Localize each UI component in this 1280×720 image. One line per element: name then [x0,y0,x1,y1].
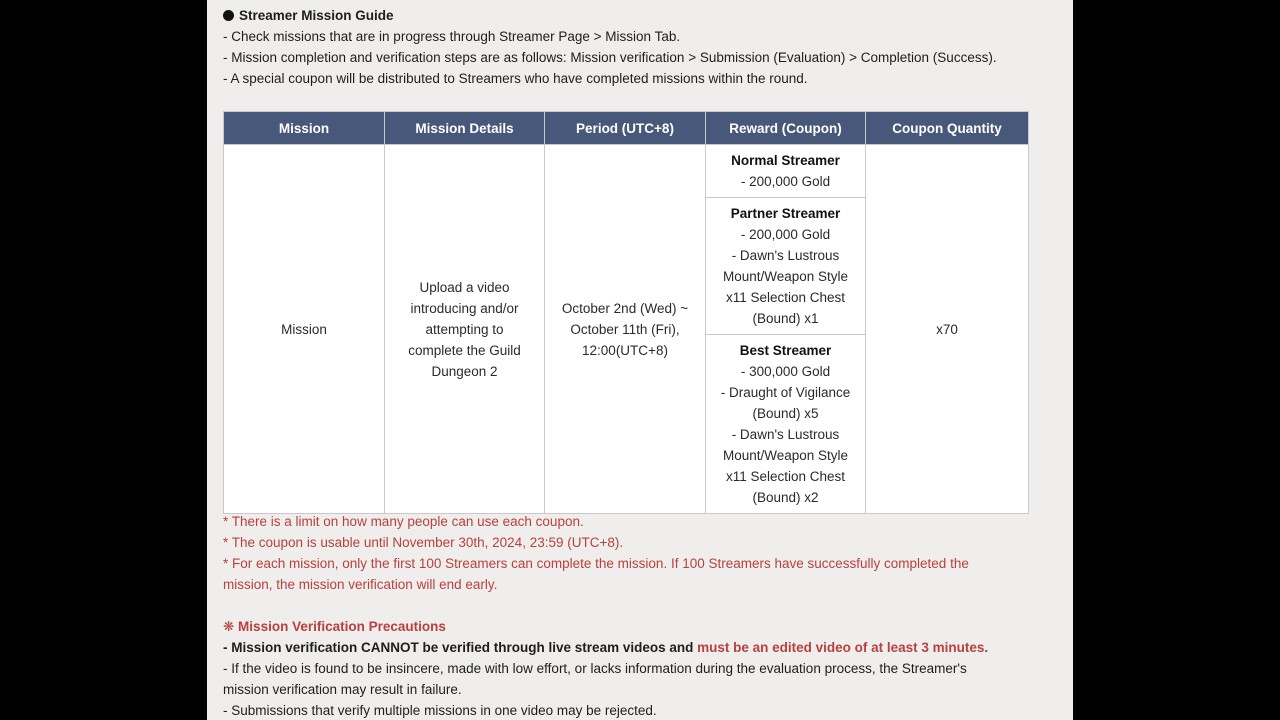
header-reward: Reward (Coupon) [706,112,866,145]
cell-reward-normal [706,145,866,198]
reward-line: - 300,000 Gold [740,364,831,379]
precaution-red-text: must be an edited video of at least 3 minutes. [697,640,989,655]
reward-line: x11 Selection Chest [725,469,846,484]
cell-mission-details [385,145,545,514]
precaution-bold-text: - Mission verification CANNOT be verified through live stream videos and [223,640,698,655]
table-header-row [224,112,1029,145]
period-line: October 2nd (Wed) ~ [561,300,689,316]
guide-title-row [223,8,394,23]
period-line: October 11th (Fri), [570,321,680,337]
reward-line: Mount/Weapon Style [722,269,849,284]
period-line: 12:00(UTC+8) [582,342,668,358]
reward-line: Mount/Weapon Style [722,448,849,463]
precaution-line: mission verification may result in failure. [223,682,462,697]
tier-name: Best Streamer [739,343,832,358]
table-row [224,145,1029,198]
guide-line: - Mission completion and verification steps are as follows: Mission verification > Submission (Evaluation) > Completion (Success). [223,50,997,65]
precaution-line [223,640,988,655]
cell-reward-partner [706,198,866,335]
precautions-title: ❋ Mission Verification Precautions [223,619,446,634]
mission-table [223,111,1029,514]
cell-coupon-quantity: x70 [866,145,1029,514]
reward-line: - Dawn's Lustrous [731,427,840,442]
coupon-note: * The coupon is usable until November 30th, 2024, 23:59 (UTC+8). [223,535,624,550]
details-line: Dungeon 2 [431,363,498,379]
coupon-note: mission, the mission verification will end early. [223,577,498,592]
header-mission-details: Mission Details [385,112,545,145]
coupon-note: * For each mission, only the first 100 Streamers can complete the mission. If 100 Streamers have successfully completed the [223,556,969,571]
bullet-icon [223,10,234,21]
reward-line: - 200,000 Gold [740,174,831,189]
tier-name: Partner Streamer [730,206,841,221]
guide-line: - A special coupon will be distributed to Streamers who have completed missions within the round. [223,71,808,86]
cell-period [545,145,706,514]
reward-line: - 200,000 Gold [740,227,831,242]
coupon-note: * There is a limit on how many people can use each coupon. [223,514,584,529]
reward-line: (Bound) x2 [752,490,819,505]
cell-reward-best [706,335,866,514]
cell-mission: Mission [224,145,385,514]
reward-line: (Bound) x5 [752,406,819,421]
details-line: attempting to [425,321,504,337]
guide-title: Streamer Mission Guide [239,8,394,23]
document-page [207,0,1073,720]
tier-name: Normal Streamer [731,153,840,168]
details-line: complete the Guild [408,342,521,358]
precaution-line: - Submissions that verify multiple missions in one video may be rejected. [223,703,657,718]
reward-line: (Bound) x1 [752,311,819,326]
reward-line: - Draught of Vigilance [720,385,851,400]
reward-line: - Dawn's Lustrous [731,248,840,263]
details-line: Upload a video [419,279,510,295]
header-coupon-quantity: Coupon Quantity [866,112,1029,145]
header-mission: Mission [224,112,385,145]
reward-line: x11 Selection Chest [725,290,846,305]
header-period: Period (UTC+8) [545,112,706,145]
details-line: introducing and/or [410,300,519,316]
precaution-line: - If the video is found to be insincere, made with low effort, or lacks information during the evaluation process, the Streamer's [223,661,967,676]
guide-line: - Check missions that are in progress through Streamer Page > Mission Tab. [223,29,681,44]
